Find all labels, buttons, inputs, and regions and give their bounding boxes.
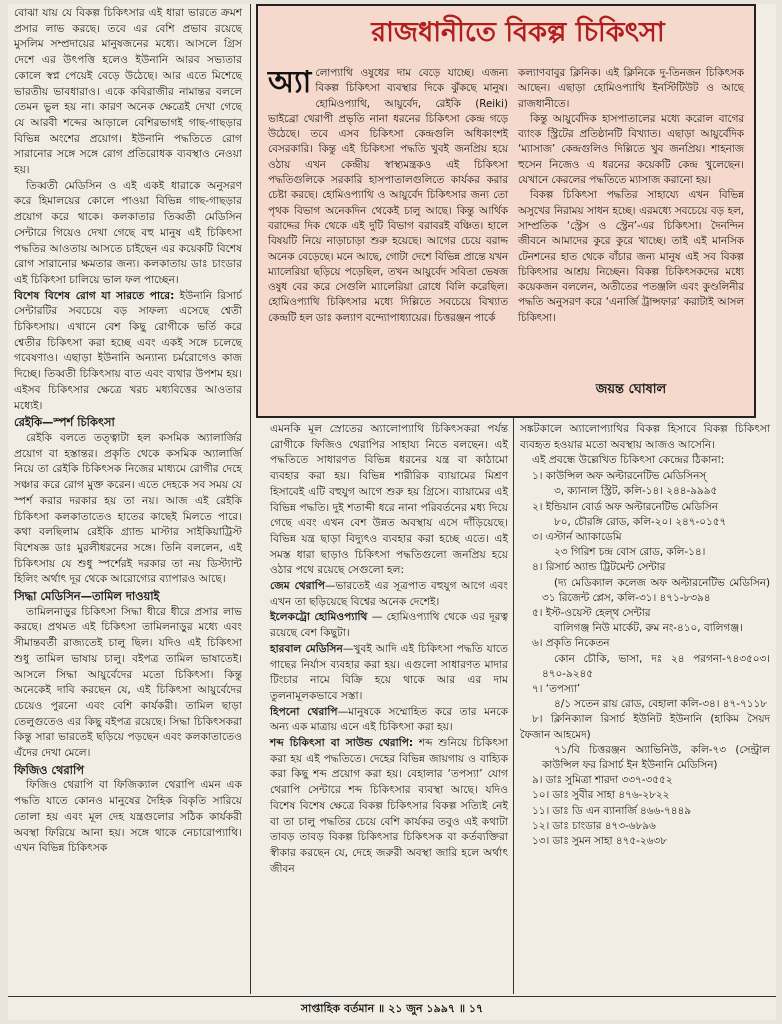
footer-rule	[8, 996, 776, 997]
feature-title: রাজধানীতে বিকল্প চিকিৎসা	[371, 17, 665, 48]
lead-in: বিশেষ বিশেষ রোগ যা সারতে পারে:	[14, 289, 175, 302]
paragraph: বিকল্প চিকিৎসা পদ্ধতির সাহায্যে এখন বিভিন্ন অসুখের নিরাময় সাধন হচ্ছে। এরমধ্যে সবচেয়ে বড় হল, সাম্প্রতিক ‘স্ট্রেস ও স্ট্রেন’-এর চিকিৎসা। দৈনন্দিন জীবনে আমাদের কুরে কুরে খাচ্ছে। তাই এই মানসিক টেনশনের হাত থেকে বাঁচার জন্য মানুষ এই সব বিকল্প চিকিৎসার আশ্রয় নিচ্ছেন। বিকল্প চিকিৎসকদের মধ্যে কয়েকজন বললেন, অতীতের পতঞ্জলি এবং কুণ্ডলিনীর পদ্ধতি অনুসরণ করে ‘এনার্জি ট্রান্সফার’ করাটাই আসল চিকিৎসা।	[518, 189, 744, 324]
address-item: ১৩। ডাঃ সুমন সাহা ৪৭৫-২৬৩৮	[532, 834, 667, 847]
paragraph: ফিজিও থেরাপি বা ফিজিক্যাল থেরাপি এমন এক পদ্ধতি যাতে কোনও মানুষের দৈহিক বিকৃতি সারিয়ে তোলা হয় এবং মূল দেহ যন্ত্রগুলোর সঠিক কার্যকরী অবস্থা ফিরিয়ে আনা হয়। সঙ্গে থাকে নেচারোপ্যাথি। এখন বিভিন্ন চিকিৎসক	[14, 779, 242, 855]
subheading: সিদ্ধা মেডিসিন—তামিল দাওয়াই	[14, 589, 160, 604]
feature-column-left	[268, 66, 508, 326]
address-item: ১০। ডাঃ সুবীর সাহা ৪৭৬-২৮২২	[532, 789, 670, 802]
column-right	[520, 422, 770, 992]
subheading: ফিজিও থেরাপি	[14, 762, 84, 777]
paragraph: অ্যা লোপ্যাথি ওষুধের দাম বেড়ে যাচ্ছে। এজন্য বিকল্প চিকিৎসা ব্যবস্থার দিকে ঝুঁকছে মানুষ। হোমিওপ্যাথি, আয়ুর্বেদ, রেইকি (Reiki) ভাইব্রো থেরাপী প্রভৃতি নানা ধরনের চিকিৎসা কেন্দ্র গড়ে উঠেছে। তবে এসব চিকিৎসা কেন্দ্রগুলি অধিকাংশই বেসরকারি। কিন্তু এই চিকিৎসা পদ্ধতি খুবই জনপ্রিয় হয়ে ওঠায় এখন কেন্দ্রীয় স্বাস্থ্যমন্ত্রকও এই চিকিৎসা পদ্ধতিগুলিকে সরকারি হাসপাতালগুলিতে কার্যকর করার চেষ্টা করছে। হোমিওপ্যাথি ও আয়ুর্বেদ চিকিৎসার জন্য তো পৃথক বিভাগ অনেকদিন থেকেই চালু আছে। কিন্তু আর্থিক বরাদ্দের দিক থেকে এই দুটি বিভাগ বরাবরই বঞ্চিত। হালে বিষয়টি নিয়ে নাড়াচাড়া শুরু হয়েছে। আগের চেয়ে বরাদ্দ অনেক বেড়েছে। মনে আছে, গোটা দেশে বিভিন্ন প্রান্তে যখন ম্যালেরিয়া ছড়িয়ে পড়েছিল, তখন আয়ুর্বেদ সবিতা ভেষজ ওষুধ বের করে সেগুলি ম্যালেরিয়া রোধে বিলি করেছিল। হোমিওপ্যাথি চিকিৎসার মধ্যে দিল্লিতে সবচেয়ে বিখ্যাত কেন্দ্রটি হল ডাঃ কল্যাণ বন্দ্যোপাধ্যায়ের। চিত্তরঞ্জন পার্কে	[268, 65, 508, 324]
address-list	[520, 469, 770, 849]
list-item: জেম থেরাপি—ভারতেই এর সূত্রপাত বহুযুগ আগে এবং এখন তা ছড়িয়েছে বিশ্বের অনেক দেশেই।	[270, 580, 508, 608]
address-item: ৬। প্রকৃতি নিকেতন কোন চৌকি, ভাসা, দঃ ২৪ পরগনা-৭৪৩৫০৩। ৪৭০-৯২৪৫	[532, 637, 770, 680]
paragraph: সঙ্কটকালে অ্যালোপ্যাথির বিকল্প হিসাবে বিকল্প চিকিৎসা ব্যবহৃত হওয়ার মতো অবস্থায় আজও আসেনি।	[520, 423, 770, 451]
address-item: ৭। ‘তপস্যা’ ৪/১ সতেন রায় রোড, বেহালা কলি-৩৪। ৪৭-৭১১৮	[532, 682, 767, 711]
paragraph: বোঝা যায় যে বিকল্প চিকিৎসার এই ধারা ভারতে ক্রমশ প্রসার লাভ করছে। তবে এর বেশি প্রভাব রয়েছে মুসলিম সম্প্রদায়ের মানুষজনের মধ্যে। আসলে গ্রিস দেশে এর উৎপত্তি হলেও ইউনানি আরব সভ্যতার কোলে স্বপ্ন পেয়েই বেড়ে উঠেছে। আর এতে মিশেছে ভারতীয় ভাবধারাও। একে কবিরাজীর নামান্তর বললে তেমন ভুল হয় না। কারণ অনেক ক্ষেত্রেই দেখা গেছে যে আরবী শব্দের আড়ালে বেশিরভাগই গাছ-গাছড়ার বিভিন্ন অংশের প্রয়োগ। ইউনানি পদ্ধতিতে রোগ সারানোর সঙ্গে সঙ্গে রোগ প্রতিরোধক ব্যবস্থাও নেওয়া হয়।	[14, 7, 242, 177]
list-item: ইলেকট্রো হোমিওপ্যাথি — হোমিওপ্যাথি থেকে এর দূরত্ব রয়েছে বেশ কিছুটা।	[270, 611, 509, 640]
paragraph: রেইকি বলতে তত্ত্বাটা হল কসমিক অ্যালার্জির প্রয়োগ বা হস্তান্তর। প্রকৃতি থেকে কসমিক অ্যালার্জি নিয়ে তা রেইকি চিকিৎসক নিজের মাধ্যমে রোগীর দেহে সঞ্চার করে রোগ মুক্ত করেন। এতে দেহকে সব সময় যে স্পর্শ করার দরকার হয় তা নয়। আজ এই রেইকি চিকিৎসা কলকাতাতেও হাতের কাছেই মিলতে পারে। কথা বলছিলাম রেইকি গ্র্যান্ড মাস্টার সাইকিয়াট্রিস্ট বিশেষজ্ঞ ডাঃ মুরলীধরনের সঙ্গে। তিনি বললেন, এই চিকিৎসায় যে শুধু স্পর্শেরই দরকার তা নয় ডিস্ট্যান্ট হিলিং অর্থাৎ দূর থেকে আরোগ্যের ব্যাপারও আছে।	[14, 431, 242, 586]
paragraph: তামিলনাড়ুর চিকিৎসা সিদ্ধা ধীরে ধীরে প্রসার লাভ করছে। প্রথমত এই চিকিৎসা তামিলনাড়ুর মধ্যে এবং সীমান্তবর্তী রাজ্যতেই চালু ছিল। যদিও এই চিকিৎসা শুধু তামিল ভাষায় চালু। বইপত্র তামিল ভাষাতেই। আসলে সিদ্ধা আয়ুর্বেদের মতো চিকিৎসা। কিন্তু অনেকেই দাবি করছেন যে, এই চিকিৎসা আয়ুর্বেদের চেয়েও পুরনো এবং বেশি কার্যকরী। তামিল ছাড়া তেলুগুতেও এর কিছু বইপত্র রয়েছে। সিদ্ধা চিকিৎসকরা কিন্তু সারা ভারতেই ছড়িয়ে পড়ছেন এবং কলকাতাতেও এঁদের দেখা মেলে।	[14, 605, 242, 760]
list-item: হারবাল মেডিসিন—খুবই আদি এই চিকিৎসা পদ্ধতি যাতে গাছের নির্যাস ব্যবহার করা হয়। এগুলো সাধারণত মাদার টিংচার নামে বিক্রি হয়ে থাকে আর এর দাম তুলনামূলকভাবে সস্তা।	[270, 642, 508, 702]
paragraph: এমনকি মূল স্রোতের অ্যালোপ্যাথি চিকিৎসকরা পর্যন্ত রোগীকে ফিজিও থেরাপির সাহায্য নিতে বলছেন। এই পদ্ধতিতে সাধারণত বিভিন্ন ধরনের যন্ত্র বা কাঠামো ব্যবহার করা হয়। বিভিন্ন শারীরিক ব্যায়ামের মিশ্রণ হিসাবেই এটি বহুযুগ আগে শুরু হয় গ্রিসে। ব্যায়ামের এই বিভিন্ন পদ্ধতি। দুই শতাব্দী ধরে নানা পরিবর্তনের মধ্য দিয়ে গেছে এবং এখন বেশ উন্নত অবস্থায় এসে দাঁড়িয়েছে। বিভিন্ন যন্ত্র ছাড়া বিদ্যুৎও ব্যবহার করা হচ্ছে এতে। এই সমস্ত ধারা ছাড়াও চিকিৎসা পদ্ধতিগুলো জনপ্রিয় হয়ে ওঠার পথে রয়েছে সেগুলো হল:	[270, 423, 508, 577]
address-item: ৩। এস্টার্ন অ্যাকাডেমি ২৩ গিরিশ চন্দ্র বোস রোড, কলি-১৪।	[532, 530, 706, 559]
address-item: ১২। ডাঃ চাংডার ৪৭৩-৬৮৯৬	[532, 819, 656, 832]
address-item: ৫। ইস্ট-ওয়েস্ট হেল্থ সেন্টার বালিগঞ্জ নিউ মার্কেট, রুম নং-৪১০, বালিগঞ্জ।	[532, 606, 743, 635]
feature-box	[256, 4, 756, 418]
magazine-page	[8, 4, 776, 1020]
paragraph: এই প্রবন্ধে উল্লেখিত চিকিৎসা কেন্দ্রের ঠিকানা:	[532, 454, 725, 467]
paragraph: বিশেষ বিশেষ রোগ যা সারতে পারে: ইউনানি রিসার্চ সেন্টারটির সবচেয়ে বড় সাফল্য এসেছে শ্বেতী চিকিৎসায়। এখানে বেশ কিছু রোগীকে ভর্তি করে শ্বেতীর চিকিৎসা করা হচ্ছে এবং একই সঙ্গে চলেছে গবেষণাও। এছাড়া ইউনানি অন্যান্য চর্মরোগেও কাজ দিচ্ছে। তিব্বতী চিকিৎসায় বাত এবং ব্যথার উপশম হয়। এইসব চিকিৎসার ক্ষেত্রে খরচ মধ্যবিত্তের আওতার মধ্যেই।	[14, 289, 242, 412]
address-item: ৯। ডাঃ সুমিত্রা শারদা ৩৩৭-৩৫৫২	[532, 774, 673, 787]
drop-cap: অ্যা	[268, 65, 312, 100]
address-item: ১১। ডাঃ ডি এন ব্যানার্জি ৪৬৬-৭৪৪৯	[532, 804, 691, 817]
paragraph: কল্যাণবাবুর ক্লিনিক। এই ক্লিনিকে দু-তিনজন চিকিৎসক আছেন। এছাড়া হোমিওপ্যাথি ইনস্টিটিউট ও আছে রাজধানীতে।	[518, 67, 744, 110]
feature-column-right	[518, 66, 744, 326]
address-item: ৪। রিসার্চ অ্যান্ড ট্রিটমেন্ট সেন্টার (দ্য মেডিক্যাল কলেজ অফ অল্টারনেটিভ মেডিসিন) ৩১ রিজেন্ট প্লেস, কলি-৩১। ৪৭১-৮৩৯৪	[532, 561, 770, 604]
address-item: ২। ইন্ডিয়ান বোর্ড অফ অল্টারনেটিভ মেডিসিন ৮০, চৌরঙ্গি রোড, কলি-২০। ২৪৭-০১৫৭	[532, 500, 727, 528]
column-left	[14, 6, 242, 986]
address-item: ১। কাউন্সিল অফ অল্টারনেটিভ মেডিসিনস্ ৩, ক্যানাল স্ট্রিট, কলি-১৪। ২৪৪-৯৯৯৫	[532, 470, 718, 498]
column-divider	[513, 418, 514, 994]
paragraph: কিন্তু আয়ুর্বেদিক হাসপাতালের মধ্যে করোল বাগের ব্যাংক স্ট্রিটের প্রতিষ্ঠানটি বিখ্যাত। এছাড়া আয়ুর্বেদিক ‘ম্যাসাজ’ কেন্দ্রগুলিও দিল্লিতে খুব জনপ্রিয়। শাহনাজ হুসেন নিজেও এ ধরনের কয়েকটি কেন্দ্র খুলেছেন। যেখানে কেরলের পদ্ধতিতে ম্যাসাজ করানো হয়।	[518, 112, 744, 187]
list-item: হিপনো থেরাপি—মানুষকে সম্মোহিত করে তার মনকে অন্য এক মাত্রায় এনে এই চিকিৎসা করা হয়।	[270, 705, 508, 734]
byline: জয়ন্ত ঘোষাল	[595, 382, 667, 397]
list-item: শব্দ চিকিৎসা বা সাউন্ড থেরাপি: শব্দ শুনিয়ে চিকিৎসা করা হয় এই পদ্ধতিতে। দেহের বিভিন্ন জায়গায় ও বাহ্যিক করা কিছু শব্দ প্রয়োগ করা হয়। বেহালার ‘তপস্যা’ যোগ থেরাপি সেন্টারে শব্দ চিকিৎসার ব্যবস্থা আছে। যদিও বিশেষ বিশেষ ক্ষেত্রে বিকল্প চিকিৎসার বিকল্প সত্যিই নেই বা তা চালু পদ্ধতির চেয়ে বেশি কার্যকর তবুও এই কথাটা তাবড় তাবড় বিকল্প চিকিৎসার চিকিৎসক বা কর্তব্যক্তিরা স্বীকার করছেন যে, দেহে জরুরী অবস্থা জারি হলে অর্থাৎ জীবন	[270, 737, 508, 875]
paragraph: তিব্বতী মেডিসিন ও এই একই ধারাকে অনুসরণ করে হিমালয়ের কোলে পাওয়া বিভিন্ন গাছ-গাছড়ার প্রয়োগ করে থাকে। কলকাতার তিব্বতী মেডিসিন সেন্টারে গিয়েও দেখা গেছে বহু মানুষ এই চিকিৎসা পদ্ধতির আওতায় আসতে চাইছেন এর কয়েকটি বিশেষ রোগ সারানোর ক্ষমতার জন্য। কলকাতায় ডাঃ চাংডার এই চিকিৎসা চালিয়ে ভাল ফল পাচ্ছেন।	[14, 179, 242, 286]
address-item: ৮। ক্লিনিক্যাল রিসার্চ ইউনিট ইউনানি (হাকিম সৈয়দ ফৈজান আহমেদ) ৭১/বি চিত্তরঞ্জন অ্যাভিনিউ, কলি-৭৩ (সেন্ট্রাল কাউন্সিল ফর রিসার্চ ইন ইউনানি মেডিসিন)	[520, 713, 770, 771]
column-divider	[250, 4, 251, 994]
subheading: রেইকি—স্পর্শ চিকিৎসা	[14, 415, 115, 430]
page-footer: সাপ্তাহিক বর্তমান ॥ ২১ জুন ১৯৯৭ ॥ ১৭	[300, 1002, 484, 1015]
column-middle	[270, 422, 508, 992]
